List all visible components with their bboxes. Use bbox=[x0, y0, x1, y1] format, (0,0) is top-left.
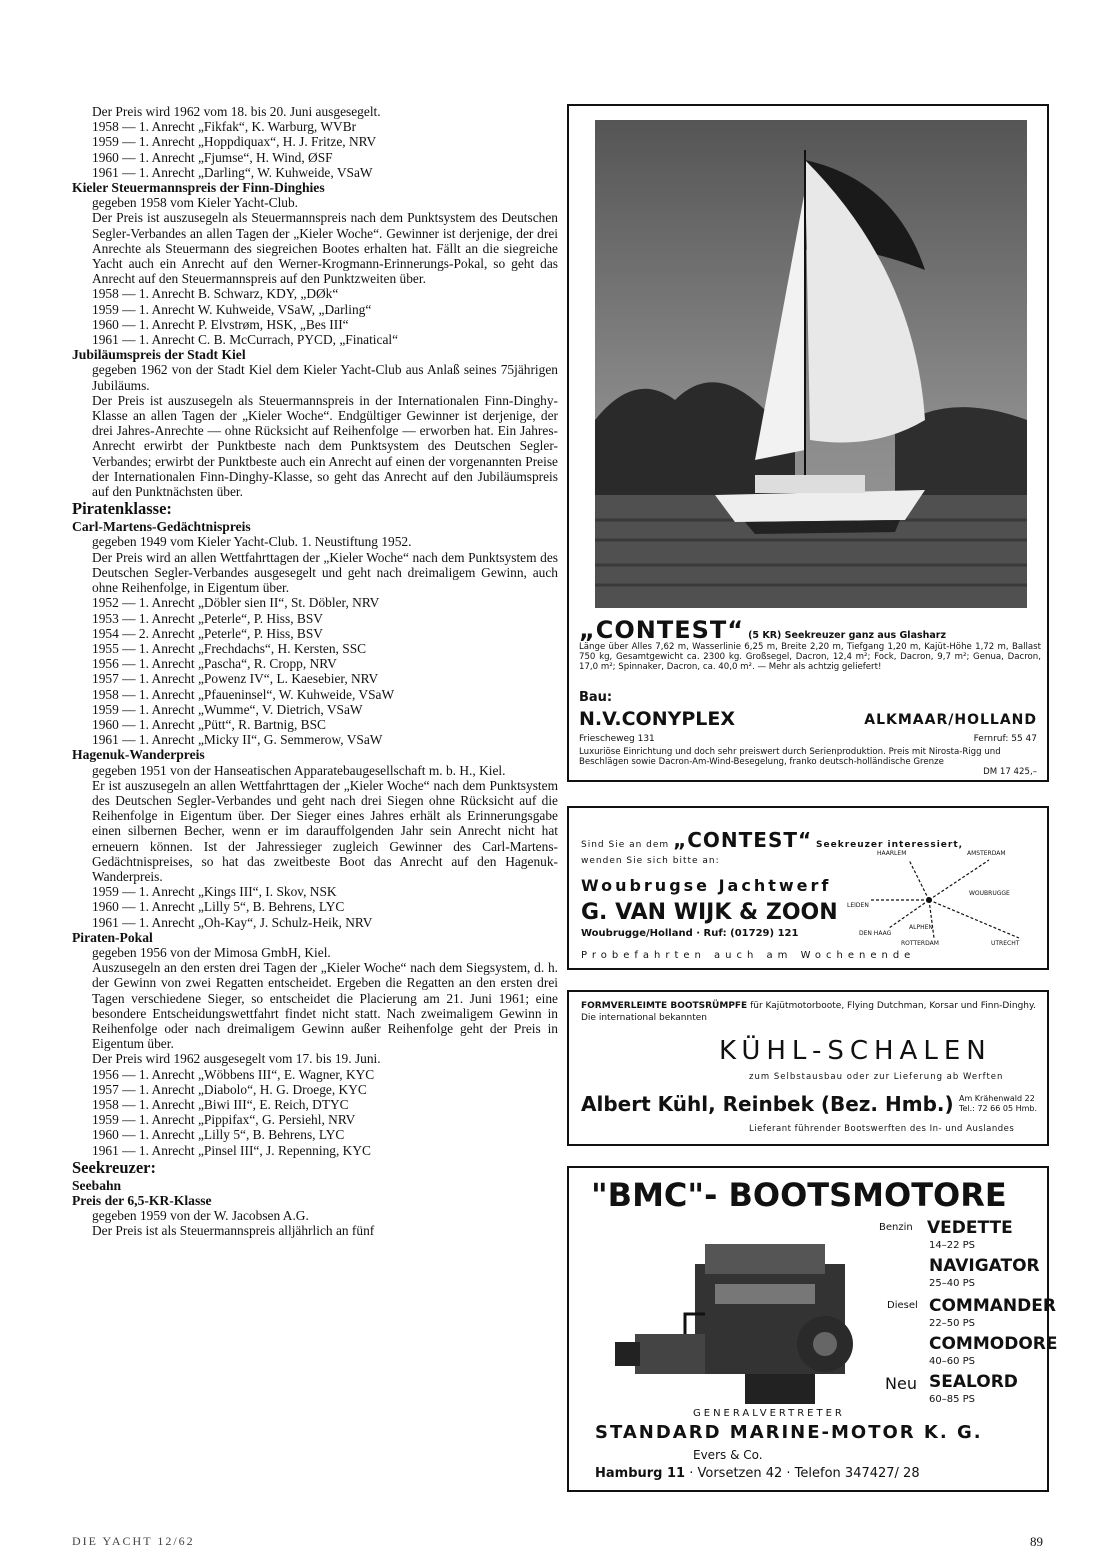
prize-text: Er ist auszusegeln an allen Wettfahrttagen der „Kieler Woche“ nach dem Punktsystem des Deutschen Segler-Verbandes und geht nach drei Siegen ohne Rücksicht auf die Reihenfolge in Eigentum über. Der Sieger eines Jahres erhält als Erinnerungsgabe einen silbernen Becher, wenn er im darauffolgenden Jahr sein Anrecht nicht hat erneuern können. Ist der Jahressieger zugleich Gewinner des Carl-Martens-Gedächtnispreises, so hat das zweitbeste Boot das Anrecht auf den Hagenuk-Wanderpreis. bbox=[92, 777, 558, 884]
kuehl-intro-bold: FORMVERLEIMTE BOOTSRÜMPFE bbox=[581, 1001, 748, 1011]
map-label: HAARLEM bbox=[877, 850, 907, 857]
wijk-intro-post: Seekreuzer interessiert, bbox=[816, 840, 964, 850]
bmc-ad bbox=[567, 1166, 1058, 1492]
result-line: 1960 — 1. Anrecht „Fjumse“, H. Wind, ØSF bbox=[92, 149, 333, 165]
bmc-title: "BMC"- BOOTSMOTORE bbox=[591, 1176, 1007, 1214]
model-ps: 14–22 PS bbox=[929, 1240, 976, 1251]
contest-price: DM 17 425,– bbox=[983, 767, 1037, 777]
result-line: 1960 — 1. Anrecht „Lilly 5“, B. Behrens, LYC bbox=[92, 899, 345, 915]
given-line: gegeben 1959 von der W. Jacobsen A.G. bbox=[92, 1208, 309, 1224]
kuehl-ad bbox=[567, 990, 1049, 1146]
result-line: 1952 — 1. Anrecht „Döbler sien II“, St. Döbler, NRV bbox=[92, 595, 380, 611]
wijk-yard: Woubrugse Jachtwerf bbox=[581, 876, 832, 895]
model-ps: 25–40 PS bbox=[929, 1278, 976, 1289]
kuehl-footer: Lieferant führender Bootswerften des In- und Auslandes bbox=[749, 1124, 1015, 1134]
builder-phone: Fernruf: 55 47 bbox=[973, 734, 1037, 744]
builder-label: Bau: bbox=[579, 690, 613, 705]
map-label: AMSTERDAM bbox=[967, 850, 1006, 857]
sailboat-image bbox=[595, 120, 1027, 608]
prize-text: Der Preis ist auszusegeln als Steuermannspreis nach dem Punktsystem des Deutschen Segler-Verbandes an allen Tagen der „Kieler Woche“. Gewinner ist derjenige, der drei Anrechte als Steuermann des siegreichen Bootes erhalten hat. Fällt an die siegreiche Yacht auch ein Anrecht auf den Werner-Krogmann-Erinnerungs-Pokal, so geht das Anrecht auf den Steuermannspreis auf den Punktzweiten über. bbox=[92, 210, 558, 287]
section-heading: Jubiläumspreis der Stadt Kiel bbox=[72, 347, 246, 363]
wijk-contact: Woubrugge/Holland · Ruf: (01729) 121 bbox=[581, 928, 799, 939]
result-line: 1958 — 1. Anrecht B. Schwarz, KDY, „DØk“ bbox=[92, 286, 339, 302]
contest-title bbox=[579, 616, 1039, 644]
given-line: gegeben 1956 von der Mimosa GmbH, Kiel. bbox=[92, 944, 331, 960]
map-label: ROTTERDAM bbox=[901, 940, 939, 947]
prize-text: Der Preis wird an allen Wettfahrttagen der „Kieler Woche“ nach dem Punktsystem des Deutschen Segler-Verbandes ausgesegelt und geht nach dreimaligem Gewinn, auch ohne Reihenfolge, in Eigentum über. bbox=[92, 549, 558, 596]
section-heading: Kieler Steuermannspreis der Finn-Dinghies bbox=[72, 180, 325, 196]
result-line: 1960 — 1. Anrecht P. Elvstrøm, HSK, „Bes III“ bbox=[92, 316, 349, 332]
bmc-firm: STANDARD MARINE-MOTOR K. G. bbox=[595, 1422, 983, 1443]
wijk-intro bbox=[581, 828, 963, 852]
class-heading: Piratenklasse: bbox=[72, 499, 172, 519]
bmc-evers: Evers & Co. bbox=[693, 1448, 763, 1462]
result-line: 1958 — 1. Anrecht „Pfaueninsel“, W. Kuhweide, VSaW bbox=[92, 686, 395, 702]
engine-icon bbox=[595, 1224, 895, 1424]
model-ps: 60–85 PS bbox=[929, 1394, 976, 1405]
kuehl-address: Am Krähenwald 22 bbox=[959, 1094, 1035, 1103]
result-line: 1959 — 1. Anrecht W. Kuhweide, VSaW, „Darling“ bbox=[92, 301, 372, 317]
given-line: gegeben 1958 vom Kieler Yacht-Club. bbox=[92, 195, 299, 211]
map-label: LEIDEN bbox=[847, 902, 869, 909]
bmc-city: Hamburg 11 bbox=[595, 1466, 686, 1481]
model-prefix: Neu bbox=[885, 1374, 917, 1393]
result-line: 1956 — 1. Anrecht „Pascha“, R. Cropp, NRV bbox=[92, 656, 337, 672]
map-label: UTRECHT bbox=[991, 940, 1020, 947]
given-line: gegeben 1951 von der Hanseatischen Apparatebaugesellschaft m. b. H., Kiel. bbox=[92, 762, 506, 778]
contest-description: Luxuriöse Einrichtung und doch sehr preiswert durch Serienproduktion. Preis mit Nirosta-Rigg und Beschlägen sowie Dacron-Am-Wind-Besegelung, franko deutsch-holländische Grenze bbox=[579, 747, 1001, 767]
bmc-gv: GENERALVERTRETER bbox=[693, 1408, 845, 1419]
map-label: DEN HAAG bbox=[859, 930, 892, 937]
prize-text: Der Preis ist auszusegeln als Steuermannspreis in der Internationalen Finn-Dinghy-Klasse an allen Tagen der „Kieler Woche“. Endgültiger Gewinner ist derjenige, der drei Jahres-Anrechte — ohne Rücksicht auf Reihenfolge — erworben hat. Ein Jahres-Anrecht erwirbt der Punktbeste nach dem Punktsystem des Deutschen Segler-Verbandes; erwirbt der Punktbeste auch ein Anrecht auf einen der vorgenannten Preise der Internationalen Finn-Dinghy-Klasse, so geht das Anrecht auf den Jubiläumspreis auf den Punktnächsten über. bbox=[92, 392, 558, 500]
contest-subtitle: (5 KR) Seekreuzer ganz aus Glasharz bbox=[748, 630, 947, 641]
builder-address: Friescheweg 131 bbox=[579, 734, 655, 744]
builder-city: ALKMAAR/HOLLAND bbox=[864, 712, 1037, 728]
model-ps: 40–60 PS bbox=[929, 1356, 976, 1367]
wijk-firm: G. VAN WIJK & ZOON bbox=[581, 900, 838, 925]
kuehl-phone: Tel.: 72 66 05 Hmb. bbox=[959, 1104, 1038, 1113]
result-line: 1960 — 1. Anrecht „Lilly 5“, B. Behrens, LYC bbox=[92, 1127, 345, 1143]
kuehl-intro bbox=[581, 1000, 1037, 1024]
magazine-footer: DIE YACHT 12/62 bbox=[72, 1534, 195, 1548]
contest-specs: Länge über Alles 7,62 m, Wasserlinie 6,25 m, Breite 2,20 m, Tiefgang 1,20 m, Kajüt-Höhe 1,72 m, Ballast 750 kg, Gesamtgewicht ca. 2300 kg. Großsegel, Dacron, 12,4 m²; Fock, Dacron, 9,7 m²; Genua, Dacron, 17,0 m²; Spinnaker, Dacron, ca. 40,0 m². — Mehr als achtzig geliefert! bbox=[579, 642, 1041, 672]
model-name: SEALORD bbox=[929, 1372, 1018, 1392]
model-name: NAVIGATOR bbox=[929, 1256, 1040, 1276]
contest-name: „CONTEST“ bbox=[579, 616, 745, 644]
result-line: 1961 — 1. Anrecht „Micky II“, G. Semmerow, VSaW bbox=[92, 732, 383, 748]
given-line: gegeben 1949 vom Kieler Yacht-Club. 1. Neustiftung 1952. bbox=[92, 534, 412, 550]
contest-ad bbox=[567, 104, 1049, 782]
result-line: 1955 — 1. Anrecht „Frechdachs“, H. Kersten, SSC bbox=[92, 640, 367, 656]
section-heading: Piraten-Pokal bbox=[72, 929, 153, 945]
wijk-footer: Probefahrten auch am Wochenende bbox=[581, 950, 916, 961]
model-name: VEDETTE bbox=[927, 1218, 1013, 1238]
kuehl-firm: Albert Kühl, Reinbek (Bez. Hmb.) bbox=[581, 1092, 954, 1116]
prize-text: Auszusegeln an den ersten drei Tagen der „Kieler Woche“ nach dem Siegsystem, d. h. der Gewinn von zwei Regatten entscheidet. Ergeben die Regatten an den ersten drei Tagen verschiedene Sieger, so entscheidet die Placierung am 21. Juni 1961; eine besondere Entscheidungswettfahrt findet nicht statt. Nach zweimaligem Gewinn in Reihenfolge oder nach dreimaligem Gewinn außer Reihenfolge geht der Preis in Eigentum über. bbox=[92, 960, 558, 1052]
bmc-address bbox=[595, 1466, 920, 1481]
route-map bbox=[839, 850, 1039, 950]
result-line: 1954 — 2. Anrecht „Peterle“, P. Hiss, BSV bbox=[92, 625, 323, 641]
result-line: 1958 — 1. Anrecht „Fikfak“, K. Warburg, WVBr bbox=[92, 119, 357, 135]
result-line: 1959 — 1. Anrecht „Pippifax“, G. Persiehl, NRV bbox=[92, 1112, 356, 1128]
wijk-contact-line: wenden Sie sich bitte an: bbox=[581, 856, 720, 866]
article-column bbox=[72, 104, 558, 1239]
bmc-address-rest: · Vorsetzen 42 · Telefon 347427/ 28 bbox=[689, 1466, 920, 1481]
class-heading: Seekreuzer: bbox=[72, 1157, 156, 1177]
result-line: 1961 — 1. Anrecht C. B. McCurrach, PYCD, „Finatical“ bbox=[92, 332, 399, 348]
model-prefix: Diesel bbox=[887, 1300, 918, 1311]
kuehl-intro-rest: für Kajütmotorboote, Flying Dutchman, Korsar und Finn-Dinghy. Die international bekannten bbox=[581, 1001, 1036, 1023]
result-line: 1961 — 1. Anrecht „Darling“, W. Kuhweide, VSaW bbox=[92, 164, 373, 180]
model-prefix: Benzin bbox=[879, 1222, 913, 1233]
result-line: 1958 — 1. Anrecht „Biwi III“, E. Reich, DTYC bbox=[92, 1097, 349, 1112]
van-wijk-ad bbox=[567, 806, 1049, 970]
prize-text: Der Preis ist als Steuermannspreis alljährlich an fünf bbox=[92, 1223, 375, 1239]
model-name: COMMODORE bbox=[929, 1334, 1058, 1354]
result-line: 1959 — 1. Anrecht „Kings III“, I. Skov, NSK bbox=[92, 884, 337, 900]
result-line: 1960 — 1. Anrecht „Pütt“, R. Bartnig, BSC bbox=[92, 716, 326, 732]
section-heading: Carl-Martens-Gedächtnispreis bbox=[72, 519, 251, 535]
wijk-contest-name: „CONTEST“ bbox=[673, 828, 813, 852]
builder-name: N.V.CONYPLEX bbox=[579, 708, 736, 730]
intro-line: Der Preis wird 1962 vom 18. bis 20. Juni ausgesegelt. bbox=[92, 104, 381, 119]
kuehl-brand: KÜHL-SCHALEN bbox=[719, 1036, 992, 1066]
section-heading: Seebahn bbox=[72, 1177, 122, 1193]
kuehl-sub: zum Selbstausbau oder zur Lieferung ab Werften bbox=[749, 1072, 1004, 1082]
result-line: 1953 — 1. Anrecht „Peterle“, P. Hiss, BSV bbox=[92, 610, 323, 626]
section-heading: Preis der 6,5-KR-Klasse bbox=[72, 1193, 212, 1209]
result-line: 1961 — 1. Anrecht „Pinsel III“, J. Repenning, KYC bbox=[92, 1142, 371, 1158]
page-number: 89 bbox=[1030, 1534, 1043, 1549]
wijk-intro-pre: Sind Sie an dem bbox=[581, 840, 670, 850]
section-heading: Hagenuk-Wanderpreis bbox=[72, 747, 205, 763]
result-line: 1959 — 1. Anrecht „Wumme“, V. Dietrich, VSaW bbox=[92, 701, 363, 717]
map-label: ALPHEN bbox=[909, 924, 933, 931]
model-name: COMMANDER bbox=[929, 1296, 1056, 1316]
sailboat-photo bbox=[595, 120, 1027, 608]
result-line: 1957 — 1. Anrecht „Powenz IV“, L. Kaesebier, NRV bbox=[92, 671, 379, 687]
model-ps: 22–50 PS bbox=[929, 1318, 976, 1329]
result-line: 1959 — 1. Anrecht „Hoppdiquax“, H. J. Fritze, NRV bbox=[92, 134, 377, 150]
given-line: gegeben 1962 von der Stadt Kiel dem Kieler Yacht-Club aus Anlaß seines 75jährigen Jubiläums. bbox=[92, 362, 558, 393]
result-line: 1961 — 1. Anrecht „Oh-Kay“, J. Schulz-Heik, NRV bbox=[92, 914, 373, 930]
result-line: 1956 — 1. Anrecht „Wöbbens III“, E. Wagner, KYC bbox=[92, 1066, 375, 1082]
result-line: 1957 — 1. Anrecht „Diabolo“, H. G. Droege, KYC bbox=[92, 1081, 367, 1097]
engine-image bbox=[595, 1224, 895, 1424]
map-label: WOUBRUGGE bbox=[969, 890, 1010, 897]
date-line: Der Preis wird 1962 ausgesegelt vom 17. bis 19. Juni. bbox=[92, 1051, 381, 1067]
